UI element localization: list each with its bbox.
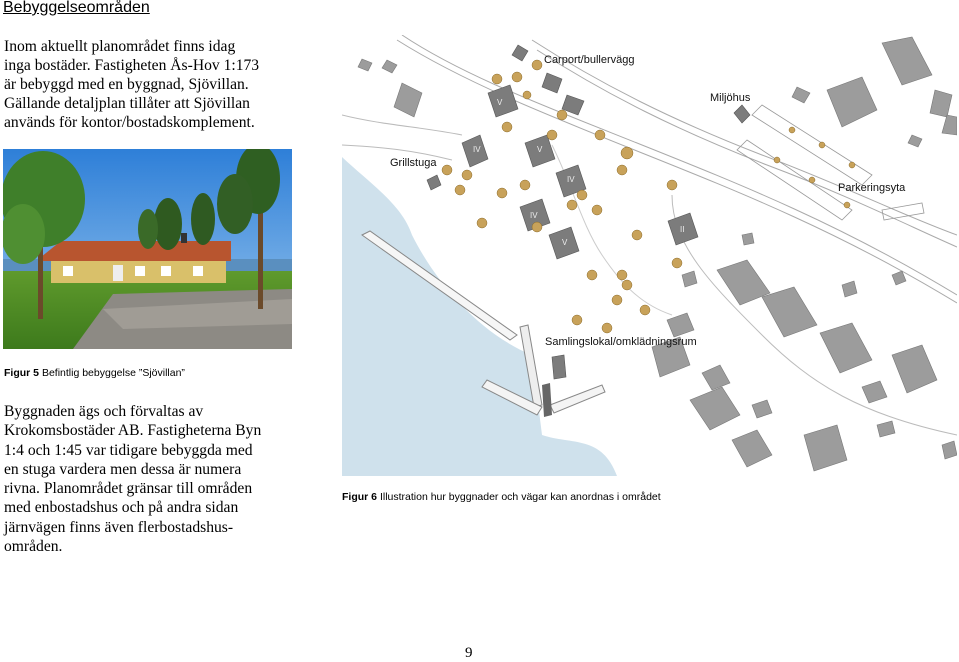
- body-line: med enbostadshus och på andra sidan: [4, 499, 239, 517]
- intro-line: används för kontor/bostadskomplement.: [4, 114, 255, 131]
- body-line: 1:4 och 1:45 var tidigare bebyggda med: [4, 441, 253, 459]
- label-grillstuga: Grillstuga: [390, 157, 437, 169]
- body-line: områden.: [4, 538, 63, 556]
- figure-5-caption: [4, 367, 185, 379]
- intro-line: inga bostäder. Fastigheten Ås-Hov 1:173: [4, 57, 260, 74]
- label-miljohus: Miljöhus: [710, 92, 751, 104]
- body-line: en stuga vardera men dessa är numera: [4, 460, 242, 478]
- label-carport: Carport/bullervägg: [544, 54, 635, 66]
- label-samlingslokal: Samlingslokal/omklädningsrum: [545, 336, 697, 348]
- floor-label: IV: [567, 175, 575, 184]
- intro-line: är bebyggd med en byggnad, Sjövillan.: [4, 76, 249, 93]
- section-heading: Bebyggelseområden: [3, 0, 150, 16]
- site-plan-illustration: [342, 35, 957, 476]
- body-line: Krokomsbostäder AB. Fastigheterna Byn: [4, 422, 262, 440]
- intro-line: Gällande detaljplan tillåter att Sjövillan: [4, 95, 250, 112]
- body-line: Byggnaden ägs och förvaltas av: [4, 403, 204, 420]
- floor-label: V: [537, 145, 543, 154]
- figure-6-caption: [342, 491, 661, 503]
- figure-5-text: Befintlig bebyggelse ”Sjövillan”: [41, 367, 185, 379]
- floor-label: V: [562, 238, 568, 247]
- body-line: järnvägen finns även flerbostadshus-: [4, 518, 234, 536]
- site-plan-drawing: [342, 35, 957, 476]
- body-line: rivna. Planområdet gränsar till områden: [4, 480, 253, 498]
- intro-paragraph: [4, 37, 304, 132]
- floor-label: II: [680, 225, 685, 234]
- floor-label: IV: [473, 145, 481, 154]
- page-number: 9: [465, 645, 473, 661]
- floor-label: V: [497, 98, 503, 107]
- sjovillan-photo: [3, 149, 292, 349]
- intro-line: Inom aktuellt planområdet finns idag: [4, 38, 236, 55]
- figure-5-label: Figur 5: [4, 367, 40, 379]
- figure-6-text: Illustration hur byggnader och vägar kan anordnas i området: [379, 491, 661, 503]
- figure-6-label: Figur 6: [342, 491, 378, 503]
- body-paragraph: [4, 402, 304, 556]
- label-parkeringsyta: Parkeringsyta: [838, 182, 906, 194]
- floor-label: IV: [530, 211, 538, 220]
